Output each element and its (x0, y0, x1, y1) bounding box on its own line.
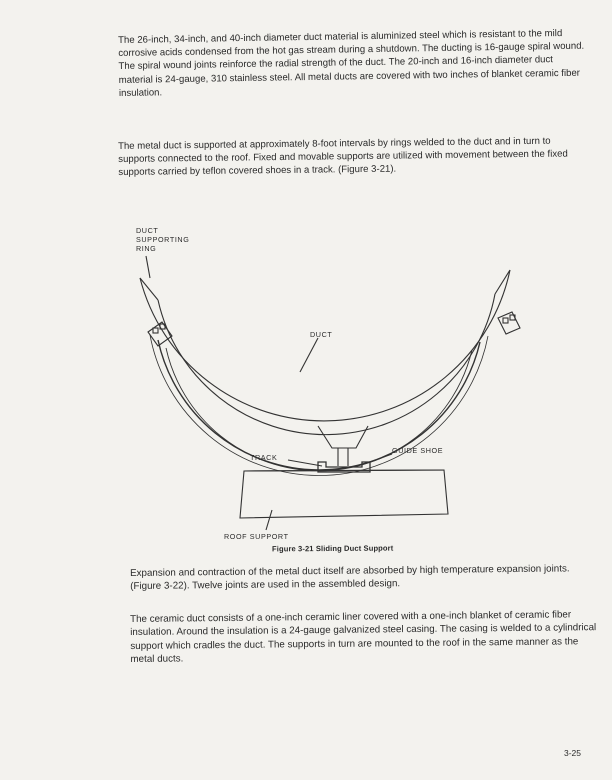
paragraph-duct-material: The 26-inch, 34-inch, and 40-inch diameter duct material is aluminized steel which is resistant to the mild corrosive acids condensed from the hot gas stream during a shutdown. The ducting is 16-gauge spiral wound. The spiral wound joints reinforce the radial strength of the duct. The 20-inch and 16-inch diameter duct material is 24-gauge, 310 stainless steel. All metal ducts are covered with two inches of blanket ceramic fiber insulation. (118, 28, 585, 99)
leader-ring (146, 256, 150, 278)
page-number: 3-25 (564, 748, 582, 758)
label-track: TRACK (250, 453, 278, 462)
label-ring-line3: RING (136, 244, 157, 253)
label-duct-supporting-ring (136, 226, 189, 253)
paragraph-expansion: Expansion and contraction of the metal duct itself are absorbed by high temperature expansion joints. (Figure 3-22). Twelve joints are used in the assembled design. (130, 563, 570, 593)
paragraph-duct-support: The metal duct is supported at approximately 8-foot intervals by rings welded to the duct and in turn to supports connected to the roof. Fixed and movable supports are utilized with movement between the fixed supports carried by teflon covered shoes in a track. (Figure 3-21). (118, 135, 568, 179)
paragraph-ceramic-duct: The ceramic duct consists of a one-inch ceramic liner covered with a one-inch blanket of ceramic fiber insulation. Around the insulation is a 24-gauge galvanized steel casing. The casing is welded to a cylindrical support which cradles the duct. The supports in turn are mounted to the roof in the same manner as the metal ducts. (130, 609, 597, 666)
label-duct: DUCT (310, 330, 333, 339)
figure-caption: Figure 3-21 Sliding Duct Support (271, 543, 394, 554)
label-ring-line2: SUPPORTING (136, 235, 190, 244)
guide-shoe-bracket (318, 426, 368, 448)
leader-track (288, 460, 322, 466)
label-ring-line1: DUCT (136, 226, 159, 235)
label-roof-support: ROOF SUPPORT (224, 532, 289, 541)
ring-flange-right (498, 312, 520, 334)
support-ring-inner-edge (158, 294, 495, 435)
leader-duct (300, 338, 318, 372)
label-guide-shoe: GUIDE SHOE (392, 446, 444, 455)
leader-roof-support (266, 510, 272, 530)
